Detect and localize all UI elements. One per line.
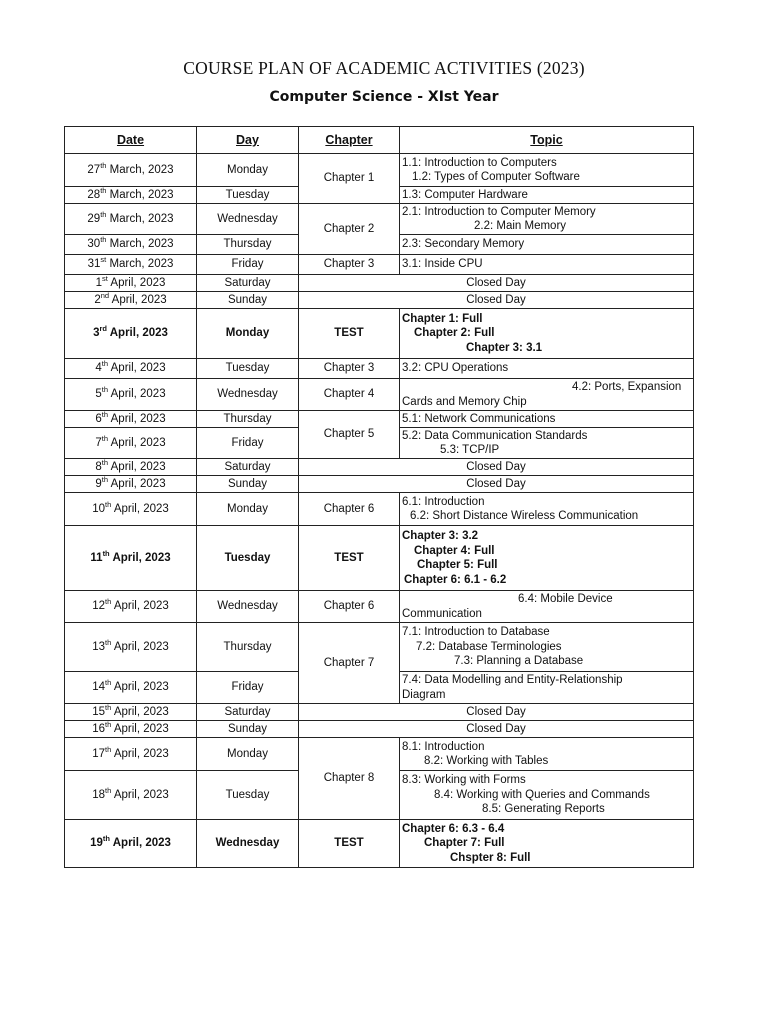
date-ordinal-suffix: th [100,235,107,245]
date-cell [65,379,197,411]
day-cell: Friday [197,672,299,704]
column-header-topic: Topic [400,127,694,154]
day-cell: Monday [197,154,299,187]
column-header-chapter: Chapter [299,127,400,154]
date-cell [65,154,197,187]
date-month-year: March, 2023 [109,188,174,201]
date-cell [65,591,197,623]
topic-cell [400,428,694,459]
table-header-row [65,127,694,154]
topic-line: 2.2: Main Memory [474,220,567,232]
table-row [65,275,694,292]
date-month-year: April, 2023 [110,477,166,490]
topic-line: 5.3: TCP/IP [440,444,500,456]
topic-cell [400,591,694,623]
topic-cell [400,493,694,526]
topic-line: 2.1: Introduction to Computer Memory [402,205,596,218]
date-day-number: 3 [93,327,100,340]
date-cell [65,771,197,820]
date-cell [65,493,197,526]
chapter-cell: Chapter 3 [299,255,400,275]
date-cell [65,704,197,721]
topic-line: 6.1: Introduction [402,495,485,508]
date-month-year: April, 2023 [110,412,166,425]
table-row [65,526,694,591]
date-month-year: March, 2023 [109,238,174,251]
chapter-cell: Chapter 4 [299,379,400,411]
day-cell: Thursday [197,235,299,255]
date-cell [65,255,197,275]
day-cell: Monday [197,309,299,359]
chapter-cell: Chapter 2 [299,204,400,255]
topic-line: Communication [402,607,482,620]
topic-cell [400,738,694,771]
date-ordinal-suffix: th [102,834,110,844]
date-cell [65,459,197,476]
date-day-number: 8 [95,460,102,473]
date-month-year: April, 2023 [109,327,168,340]
topic-cell [400,771,694,820]
date-day-number: 16 [92,722,105,735]
topic-line: Chapter 7: Full [424,837,505,850]
topic-line: 5.2: Data Communication Standards [402,429,588,442]
day-cell: Sunday [197,476,299,493]
date-cell [65,292,197,309]
date-month-year: April, 2023 [113,747,169,760]
topic-line: 6.4: Mobile Device [518,593,613,605]
date-cell [65,428,197,459]
date-cell [65,820,197,868]
date-month-year: April, 2023 [112,551,171,564]
topic-cell [400,204,694,235]
date-ordinal-suffix: th [101,458,109,467]
day-cell: Thursday [197,411,299,428]
topic-line: 4.2: Ports, Expansion [572,381,682,393]
day-cell: Tuesday [197,359,299,379]
date-ordinal-suffix: th [101,433,109,443]
topic-line: 3.2: CPU Operations [402,362,509,375]
day-cell: Wednesday [197,204,299,235]
table-row [65,820,694,868]
topic-cell [400,411,694,428]
topic-line: Chapter 6: 6.1 - 6.2 [404,573,507,586]
chapter-cell: Chapter 1 [299,154,400,204]
day-cell: Sunday [197,721,299,738]
column-header-date: Date [65,127,197,154]
date-cell [65,204,197,235]
day-cell: Friday [197,255,299,275]
date-day-number: 29 [87,212,101,225]
date-month-year: April, 2023 [113,681,169,694]
date-month-year: March, 2023 [109,163,174,176]
topic-line: Chapter 2: Full [414,327,495,340]
topic-line: 1.2: Types of Computer Software [412,171,580,183]
closed-day-cell: Closed Day [299,476,694,493]
date-ordinal-suffix: th [104,499,112,509]
table-row [65,738,694,771]
date-cell [65,187,197,204]
day-cell: Wednesday [197,379,299,411]
date-day-number: 28 [87,188,101,201]
chapter-cell: Chapter 6 [299,591,400,623]
date-cell [65,275,197,292]
topic-line: Chspter 8: Full [450,851,531,864]
table-row [65,476,694,493]
course-plan-table [64,126,694,868]
topic-cell [400,187,694,204]
topic-line: 8.4: Working with Queries and Commands [434,788,650,801]
table-row [65,379,694,411]
table-row [65,359,694,379]
date-ordinal-suffix: th [101,359,109,369]
date-month-year: March, 2023 [109,212,174,225]
chapter-cell: Chapter 8 [299,738,400,820]
date-ordinal-suffix: th [104,744,112,754]
date-day-number: 27 [87,163,101,176]
date-ordinal-suffix: th [102,548,110,558]
date-month-year: April, 2023 [110,460,166,473]
date-day-number: 1 [95,276,102,289]
day-cell: Thursday [197,623,299,672]
date-month-year: April, 2023 [113,502,169,515]
date-day-number: 15 [92,705,105,718]
date-ordinal-suffix: nd [100,291,110,300]
topic-cell [400,623,694,672]
day-cell: Saturday [197,459,299,476]
date-ordinal-suffix: th [104,703,112,712]
closed-day-cell: Closed Day [299,292,694,309]
date-ordinal-suffix: th [104,678,112,688]
date-cell [65,526,197,591]
date-ordinal-suffix: th [104,785,112,795]
topic-line: Chapter 5: Full [417,559,498,571]
date-day-number: 12 [92,600,105,613]
test-syllabus-cell [400,820,694,868]
date-cell [65,672,197,704]
date-ordinal-suffix: th [100,160,107,170]
topic-line: 7.1: Introduction to Database [402,626,550,639]
table-row [65,411,694,428]
day-cell: Tuesday [197,526,299,591]
table-row [65,154,694,187]
table-row [65,721,694,738]
table-row [65,255,694,275]
topic-line: Cards and Memory Chip [402,395,527,408]
day-cell: Saturday [197,275,299,292]
day-cell: Tuesday [197,187,299,204]
date-day-number: 30 [87,238,101,251]
date-month-year: April, 2023 [113,640,169,653]
date-day-number: 6 [95,412,102,425]
date-cell [65,623,197,672]
date-day-number: 5 [95,388,102,401]
table-body [65,154,694,868]
date-month-year: April, 2023 [113,722,169,735]
topic-line: 1.1: Introduction to Computers [402,156,557,169]
test-syllabus-cell [400,526,694,591]
date-day-number: 13 [92,640,105,653]
date-ordinal-suffix: rd [99,324,107,334]
date-ordinal-suffix: th [104,720,112,729]
date-ordinal-suffix: th [104,597,112,607]
chapter-cell: Chapter 6 [299,493,400,526]
table-row [65,623,694,672]
table-row [65,292,694,309]
topic-line: 6.2: Short Distance Wireless Communication [410,510,639,522]
topic-line: 7.2: Database Terminologies [416,640,562,653]
date-month-year: April, 2023 [110,362,166,375]
date-month-year: March, 2023 [109,258,174,271]
date-cell [65,359,197,379]
date-cell [65,411,197,428]
topic-line: 2.3: Secondary Memory [402,238,525,251]
date-cell [65,738,197,771]
table-row [65,309,694,359]
topic-line: 5.1: Network Communications [402,412,556,425]
topic-line: 8.1: Introduction [402,740,485,753]
chapter-cell: Chapter 7 [299,623,400,704]
topic-line: 8.3: Working with Forms [402,774,526,787]
topic-line: Chapter 4: Full [414,544,495,557]
topic-line: Chapter 1: Full [402,312,483,325]
date-ordinal-suffix: th [101,410,109,419]
date-day-number: 2 [94,293,101,306]
day-cell: Wednesday [197,591,299,623]
topic-line: Chapter 3: 3.1 [466,341,543,354]
closed-day-cell: Closed Day [299,275,694,292]
document-title: COURSE PLAN OF ACADEMIC ACTIVITIES (2023) [183,58,585,78]
date-ordinal-suffix: th [100,186,107,195]
date-ordinal-suffix: th [104,637,112,647]
table-row [65,493,694,526]
table-row [65,204,694,235]
topic-line: 3.1: Inside CPU [402,258,483,271]
date-cell [65,309,197,359]
day-cell: Sunday [197,292,299,309]
date-day-number: 11 [90,551,103,564]
topic-cell [400,154,694,187]
closed-day-cell: Closed Day [299,704,694,721]
date-month-year: April, 2023 [113,600,169,613]
day-cell: Monday [197,493,299,526]
day-cell: Wednesday [197,820,299,868]
test-cell: TEST [299,309,400,359]
table-row [65,704,694,721]
topic-cell [400,235,694,255]
date-month-year: April, 2023 [113,705,169,718]
day-cell: Monday [197,738,299,771]
document-subtitle: Computer Science - XIst Year [269,89,499,105]
column-header-day: Day [197,127,299,154]
date-ordinal-suffix: st [100,255,107,265]
date-month-year: April, 2023 [113,788,169,801]
date-month-year: April, 2023 [110,436,166,449]
date-day-number: 19 [90,837,103,850]
table-row [65,459,694,476]
topic-cell [400,359,694,379]
date-month-year: April, 2023 [112,837,171,850]
date-day-number: 4 [95,362,102,375]
date-ordinal-suffix: th [101,385,109,395]
test-cell: TEST [299,820,400,868]
table-row [65,591,694,623]
test-syllabus-cell [400,309,694,359]
date-day-number: 14 [92,681,105,694]
chapter-cell: Chapter 3 [299,359,400,379]
topic-cell [400,255,694,275]
date-month-year: April, 2023 [110,276,166,289]
topic-cell [400,379,694,411]
topic-line: 1.3: Computer Hardware [402,188,528,201]
date-day-number: 9 [95,477,102,490]
date-ordinal-suffix: st [102,274,108,283]
chapter-cell: Chapter 5 [299,411,400,459]
topic-line: Chapter 3: 3.2 [402,530,479,542]
topic-cell [400,672,694,704]
topic-line: 8.2: Working with Tables [424,755,549,767]
closed-day-cell: Closed Day [299,721,694,738]
day-cell: Friday [197,428,299,459]
topic-line: 8.5: Generating Reports [482,803,605,816]
topic-line: 7.4: Data Modelling and Entity-Relationship [402,674,623,686]
topic-line: 7.3: Planning a Database [454,655,584,668]
date-ordinal-suffix: th [101,475,109,484]
date-ordinal-suffix: th [100,209,107,219]
date-cell [65,476,197,493]
date-day-number: 31 [87,258,101,271]
date-cell [65,235,197,255]
date-day-number: 18 [92,788,105,801]
date-cell [65,721,197,738]
date-month-year: April, 2023 [110,388,166,401]
topic-line: Diagram [402,688,446,701]
topic-line: Chapter 6: 6.3 - 6.4 [402,822,505,835]
date-day-number: 17 [92,747,105,760]
day-cell: Saturday [197,704,299,721]
closed-day-cell: Closed Day [299,459,694,476]
date-month-year: April, 2023 [111,293,167,306]
day-cell: Tuesday [197,771,299,820]
date-day-number: 7 [95,436,102,449]
date-day-number: 10 [92,502,105,515]
test-cell: TEST [299,526,400,591]
